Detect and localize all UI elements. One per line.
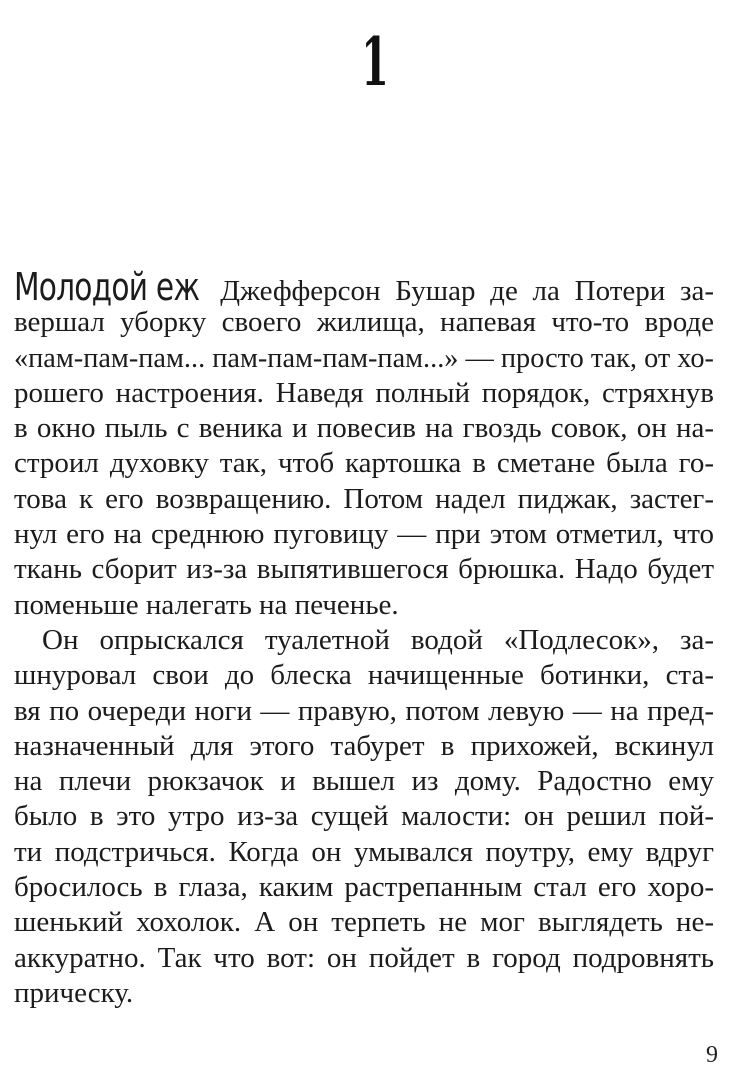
text-line-0 <box>14 265 714 309</box>
text-line-10: Он опрыскался туалетной водой «Подлесок», за- <box>42 623 714 656</box>
text-line-12: вя по очереди ноги — правую, потом левую — на пред- <box>14 694 714 727</box>
text-line-3: рошего настроения. Наведя полный порядок, стряхнув <box>14 376 714 409</box>
lead-in-words: Молодой еж <box>14 265 200 309</box>
text-line-15: было в это утро из-за сущей малости: он решил пой- <box>14 800 714 833</box>
chapter-body-text <box>14 265 714 1011</box>
text-line-19: аккуратно. Так что вот: он пойдет в город подровнять <box>14 941 714 974</box>
text-line-1: вершал уборку своего жилища, напевая что-то вроде <box>14 306 714 339</box>
text-line-11: шнуровал свои до блеска начищенные ботинки, ста- <box>14 659 714 692</box>
text-line-8: ткань сборит из-за выпятившегося брюшка. Надо будет <box>14 553 714 586</box>
text-line-16: ти подстричься. Когда он умывался поутру, ему вдруг <box>14 835 714 868</box>
text-line-6: това к его возвращению. Потом надел пиджак, застег- <box>14 482 714 515</box>
text-line-5: строил духовку так, чтоб картошка в сметане была го- <box>14 447 714 480</box>
chapter-number: 1 <box>361 23 389 101</box>
page-number: 9 <box>706 1042 718 1068</box>
text-line-9: поменьше налегать на печенье. <box>14 588 399 621</box>
line-text: Джефферсон Бушар де ла Потери за- <box>205 275 714 307</box>
text-line-2: «пам-пам-пам... пам-пам-пам-пам...» — просто так, от хо- <box>14 341 714 374</box>
text-line-14: на плечи рюкзачок и вышел из дому. Радостно ему <box>14 765 714 798</box>
text-line-7: нул его на среднюю пуговицу — при этом отметил, что <box>14 518 714 551</box>
text-line-18: шенький хохолок. А он терпеть не мог выглядеть не- <box>14 906 714 939</box>
text-line-13: назначенный для этого табурет в прихожей, вскинул <box>14 729 714 762</box>
text-line-20: прическу. <box>14 976 134 1009</box>
text-line-17: бросилось в глаза, каким растрепанным стал его хоро- <box>14 871 714 904</box>
text-line-4: в окно пыль с веника и повесив на гвоздь совок, он на- <box>14 412 714 445</box>
